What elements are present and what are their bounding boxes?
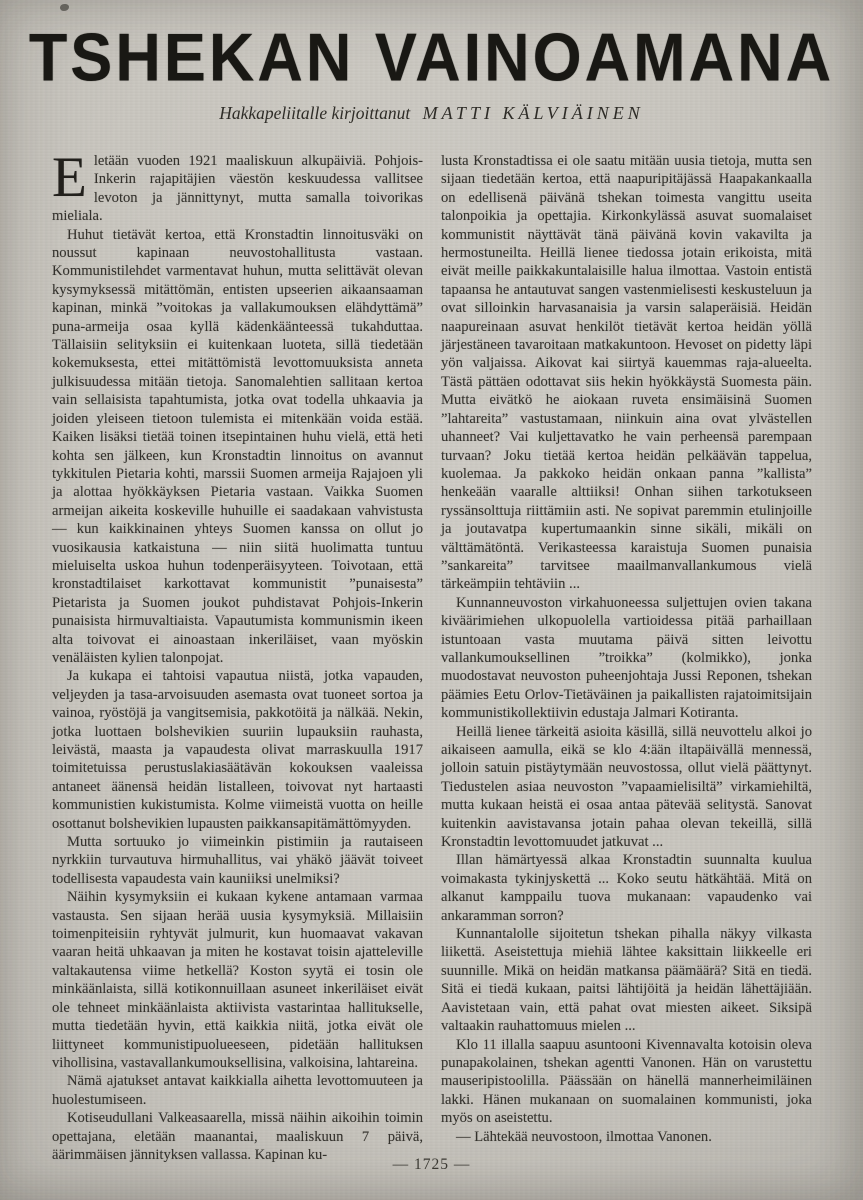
column-right — [441, 152, 812, 1164]
paragraph: Heillä lienee tärkeitä asioita käsillä, sillä neuvottelu alkoi jo aikaiseen aamulla, eikä se klo 4:ään iltapäivällä mennessä, jolloin satuin pistäytymään neuvostossa, ollut vielä päättynyt. Tiedustelen asiaa neuvoston ”vapaamielisiltä” virkamiehiltä, mutta kukaan heistä ei osaa antaa pätevää selitystä. Sanovat kuitenkin aavistavansa jotain pahaa olevan tekeillä, sillä Kronstadtin levottomuudet jatkuvat ... — [441, 723, 812, 851]
article-body — [52, 146, 812, 1164]
paragraph: Kunnantalolle sijoitetun tshekan pihalla näkyy vilkasta liikettä. Aseistettuja miehiä lähtee kaksittain liikkeelle eri suunnille. Mikä on heidän matkansa päämäärä? Sitä en tiedä. Sitä ei tiedä kukaan, paitsi lähtijöitä ja heidän lähettäjiään. Aavistetaan vain, että pahat ovat miesten aikeet. Siksipä valtaakin rauhattomuus mielen ... — [441, 926, 812, 1035]
page-number: — 1725 — — [392, 1156, 471, 1173]
paragraph: Klo 11 illalla saapuu asuntooni Kivennavalta kotoisin oleva punapakolainen, tshekan agentti Vanonen. Hän on varustettu mauseripistoolilla. Päässään on hänellä mannerheimiläinen lakki. Hänen mukanaan on suomalainen kommunisti, joka myös on aseistettu. — [441, 1036, 812, 1127]
paragraph: Kunnanneuvoston virkahuoneessa suljettujen ovien takana kiväärimiehen ulkopuolella vartioidessa pitää parhaillaan istuntoaan vasta muutama päivä sitten leivottu vallankumouksellinen ”troikka” (kolmikko), jonka muodostavat neuvoston puheenjohtaja Jussi Reponen, tshekan päämies Eetu Orlov-Tietäväinen ja paikallisten rajatoimitsijain kommunistikollektiivin edustaja Jalmari Kotiranta. — [441, 594, 812, 722]
paragraph — [52, 146, 423, 226]
byline — [0, 103, 863, 124]
paragraph: Huhut tietävät kertoa, että Kronstadtin linnoitusväki on noussut kapinaan neuvostohallitusta vastaan. Kommunistilehdet varmentavat huhun, mutta selittävät olevan kysymyksessä mitättömän, entisten upseerien aikaansaaman kapinan, minkä ”voitokas ja vallakumouksen elähdyttämä” puna-armeija osaa kyllä kädenkäänteessä tukahduttaa. Tällaisiin selityksiin ei kuitenkaan luoteta, sillä tiedetään kokemuksesta, ettei mitättömistä levottomuuksista anneta julkisuudessa mitään tietoja. Sanomalehtien sallitaan kertoa vain sellaisista tapahtumista, jotka ovat todella uhkaavia ja joiden yleiseen tietoon tulemista ei mitenkään voida estää. Kaiken lisäksi tietää toinen itsepintainen huhu vielä, että heti kohta sen jälkeen, kun Kronstadtin linnoitus on avannut tykkitulen Pietaria kohti, marssii Suomen armeija Rajajoen yli ja alottaa hyökkäyksen Pietaria vastaan. Vaikka Suomen armeijan aikeita koskeville huhuille ei saadakaan vahvistusta — kun kaikkinainen yhteys Suomen kanssa on ollut jo vuosikausia katkaistuna — niin siitä huolimatta tuntuu mieluiselta uskoa huhun todenperäisyyteen. Toivotaan, että kronstadtilaiset karkottavat kommunistit ”punaisesta” Pietarista ja Suomen joukot puhdistavat Pohjois-Inkerin punaisista hirmuvaltiaista. Vapautumista kommunismin ikeen alta toivovat ei ainoastaan inkeriläiset, vaan myöskin venäläisten kylien talonpojat. — [52, 226, 423, 666]
paragraph: lusta Kronstadtissa ei ole saatu mitään uusia tietoja, mutta sen sijaan tiedetään kertoa, että naapuripitäjässä Haapakankaalla on edellisenä päivänä tshekan toimesta vangittu useita talonpoikia ja opettajia. Kirkonkylässä asuvat suomalaiset kommunistit näyttävät tänä päivänä kovin vakavilta ja hermostuneilta. Heillä lienee tiedossa jotain erikoista, mitä eivät meille paikkakuntalaisille halua ilmottaa. Vastoin entistä tapaansa he antautuvat sangen vastenmielisesti keskusteluun ja ovat silloinkin harvasanaisia ja varsin salaperäisiä. Heidän naapureinaan asuvat henkilöt tietävät kertoa heidän yöllä järjestäneen tavaroitaan matkakuntoon. Hevoset on pidetty läpi yön valjaissa. Aikovat kai siirtyä kauemmas raja-alueelta. Tästä pättäen odottavat siis hekin hyökkäystä Suomesta päin. Mutta eivätkö he aiokaan ruveta ensimäisinä Suomen ”lahtareita” vastustamaan, niinkuin aina ovat ylvästellen uhanneet? Vai kuljettavatko he vain perheensä parempaan turvaan? Joku tietää kertoa heidän pelkäävän tappelua, kuolemaa. Ja pakkoko heidän onkaan panna ”kallista” henkeään vaaralle alttiiksi! Onhan siihen tarkotukseen ryssänsolttuja riittämiin asti. Ne sopivat paremmin etulinjoille ja joutavatpa kupertumaankin sinne sikäli, mikäli on välttämätöntä. Verikasteessa karaistuja Suomen punaisia ”sankareita” tarvitsee maailmanvallankumous vielä tärkeämpiin tehtäviin ... — [441, 153, 812, 593]
paragraph: Mutta sortuuko jo viimeinkin pistimiin ja rautaiseen nyrkkiin turvautuva hirmuhallitus, vai yhäkö jäävät toiveet todellisesta vapaudesta vain kauniiksi unelmiksi? — [52, 834, 423, 887]
paragraph: — Lähtekää neuvostoon, ilmottaa Vanonen. — [456, 1128, 712, 1145]
byline-author: MATTI KÄLVIÄINEN — [422, 103, 644, 123]
paragraph: Nämä ajatukset antavat kaikkialla aihetta levottomuuteen ja huolestumiseen. — [52, 1073, 423, 1108]
paragraph: Näihin kysymyksiin ei kukaan kykene antamaan varmaa vastausta. Sen sijaan herää uusia kysymyksiä. Millaisiin toimenpiteisiin ryhtyvät julmurit, kun huomaavat vakavan vaaran heitä uhkaavan ja miten he kostavat toisin ajatteleville valtakautensa viime hetkellä? Koston syytä ei tosin ole minkäänlaista, sillä kotikonnuillaan asuneet inkeriläiset eivät ole tehneet minkäänlaista aktiivista vastarintaa hallitukselle, mutta tiedetään hyvin, että kaikkia niitä, jotka eivät ole liittyneet kommunistipuolueeseen, pidetään hallituksen vihollisina, vastavallankumouksellisina, valkoisina, lahtareina. — [52, 889, 423, 1071]
drop-cap: E — [52, 146, 87, 209]
page-title: TSHEKAN VAINOAMANA — [28, 20, 835, 96]
scan-speck — [60, 4, 69, 11]
paragraph: Kotiseudullani Valkeasaarella, missä näihin aikoihin toimin opettajana, eletään maanantai, maaliskuun 7 päivä, äärimmäisen jännityksen vallassa. Kapinan ku- — [52, 1110, 423, 1163]
paragraph: Ja kukapa ei tahtoisi vapautua niistä, jotka vapauden, veljeyden ja tasa-arvoisuuden asemasta ovat tuoneet sortoa ja vainoa, ryöstöjä ja vangitsemisia, pakkotöitä ja nälkää. Nekin, jotka luottaen bolshevikien suuriin lupauksiin rauhasta, leivästä, maasta ja vapaudesta olivat marraskuulla 1917 toimitetuissa perustuslakiasäätävän kokouksen vaaleissa antaneet äänensä heidän listalleen, toivovat nyt hartaasti kommunistien kukistumista. Kolme viimeistä vuotta on heille osottanut bolshevikien lupausten paikkansapitämättömyyden. — [52, 668, 423, 832]
paragraph-text: letään vuoden 1921 maaliskuun alkupäiviä. Pohjois-Inkerin rajapitäjien väestön keskuudessa vallitsee levoton ja jännittynyt, mutta samalla toivorikas mieliala. — [52, 153, 423, 225]
paragraph: Illan hämärtyessä alkaa Kronstadtin suunnalta kuulua voimakasta tykinjyskettä ... Koko seutu hätkähtää. Mitä on alkanut kamppailu tuova mukanaan: vapaudenko vai ankaramman sorron? — [441, 852, 812, 924]
column-left — [52, 146, 423, 1164]
byline-prefix: Hakkapeliitalle kirjoittanut — [219, 103, 411, 123]
